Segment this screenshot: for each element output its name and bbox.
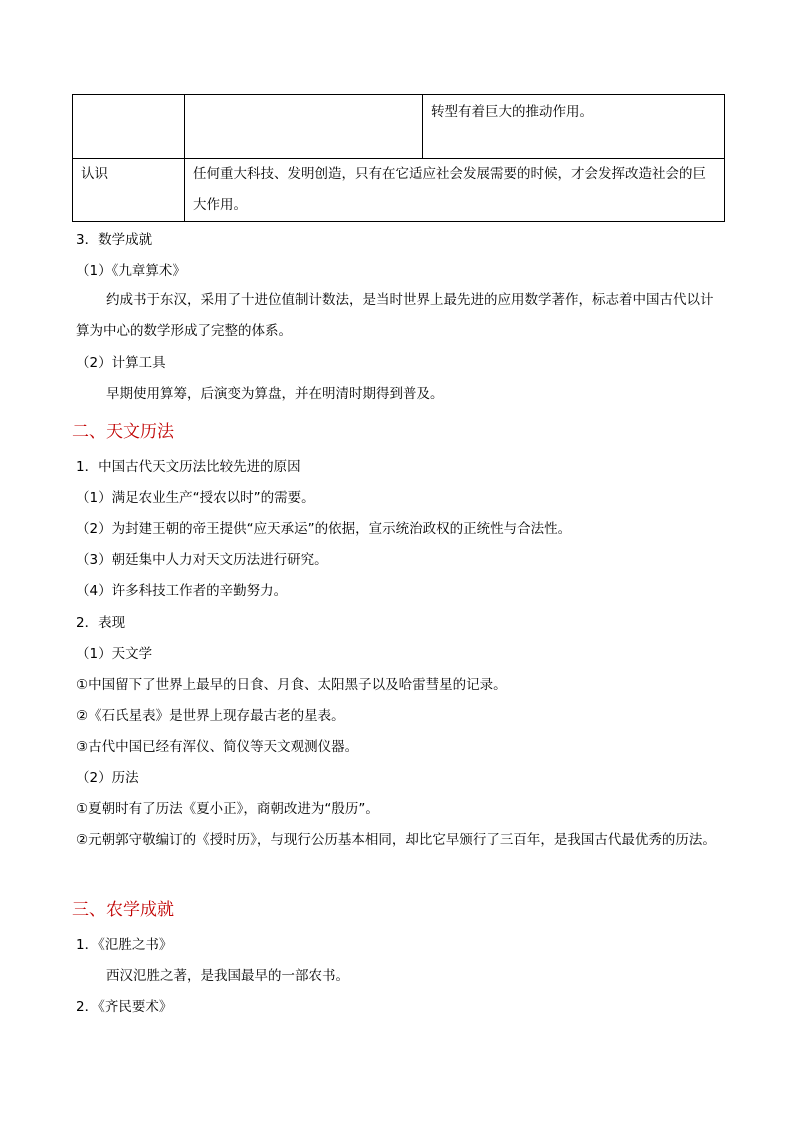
subsection-title: （1）《九章算术》 [76, 263, 186, 279]
section-heading: 三、农学成就 [72, 900, 174, 920]
table-cell [73, 95, 185, 159]
list-item: ①中国留下了世界上最早的日食、月食、太阳黑子以及哈雷彗星的记录。 [76, 677, 507, 693]
list-item: ②《石氏星表》是世界上现存最古老的星表。 [76, 708, 345, 724]
list-item: ①夏朝时有了历法《夏小正》，商朝改进为“殷历”。 [76, 801, 379, 817]
table-row [73, 159, 725, 222]
section-title: 1．《氾胜之书》 [76, 937, 173, 953]
list-item: （1）满足农业生产“授农以时”的需要。 [76, 490, 315, 506]
paragraph: 西汉氾胜之著，是我国最早的一部农书。 [106, 968, 349, 984]
section-title: 2．《齐民要术》 [76, 999, 173, 1015]
subsection-title: （2）历法 [76, 770, 139, 786]
section-title: 3．数学成就 [76, 232, 153, 248]
paragraph: 早期使用算筹，后演变为算盘，并在明清时期得到普及。 [106, 386, 444, 402]
table-row [73, 95, 725, 159]
summary-table [72, 94, 725, 222]
table-cell: 转型有着巨大的推动作用。 [423, 95, 725, 159]
section-title: 1．中国古代天文历法比较先进的原因 [76, 459, 301, 475]
section-heading: 二、天文历法 [72, 422, 174, 442]
row-content: 任何重大科技、发明创造，只有在它适应社会发展需要的时候，才会发挥改造社会的巨大作用。 [185, 159, 725, 222]
table-cell [185, 95, 423, 159]
subsection-title: （2）计算工具 [76, 355, 166, 371]
list-item: ③古代中国已经有浑仪、简仪等天文观测仪器。 [76, 739, 359, 755]
list-item: （2）为封建王朝的帝王提供“应天承运”的依据，宣示统治政权的正统性与合法性。 [76, 521, 572, 537]
list-item: （4）许多科技工作者的辛勤努力。 [76, 583, 288, 599]
list-item: （3）朝廷集中人力对天文历法进行研究。 [76, 552, 328, 568]
paragraph: 约成书于东汉，采用了十进位值制计数法，是当时世界上最先进的应用数学著作，标志着中国古代以计算为中心的数学形成了完整的体系。 [76, 292, 714, 339]
section-title: 2．表现 [76, 615, 126, 631]
row-label: 认识 [73, 159, 185, 222]
list-item: ②元朝郭守敬编订的《授时历》，与现行公历基本相同，却比它早颁行了三百年，是我国古代最优秀的历法。 [76, 832, 716, 848]
subsection-title: （1）天文学 [76, 646, 153, 662]
